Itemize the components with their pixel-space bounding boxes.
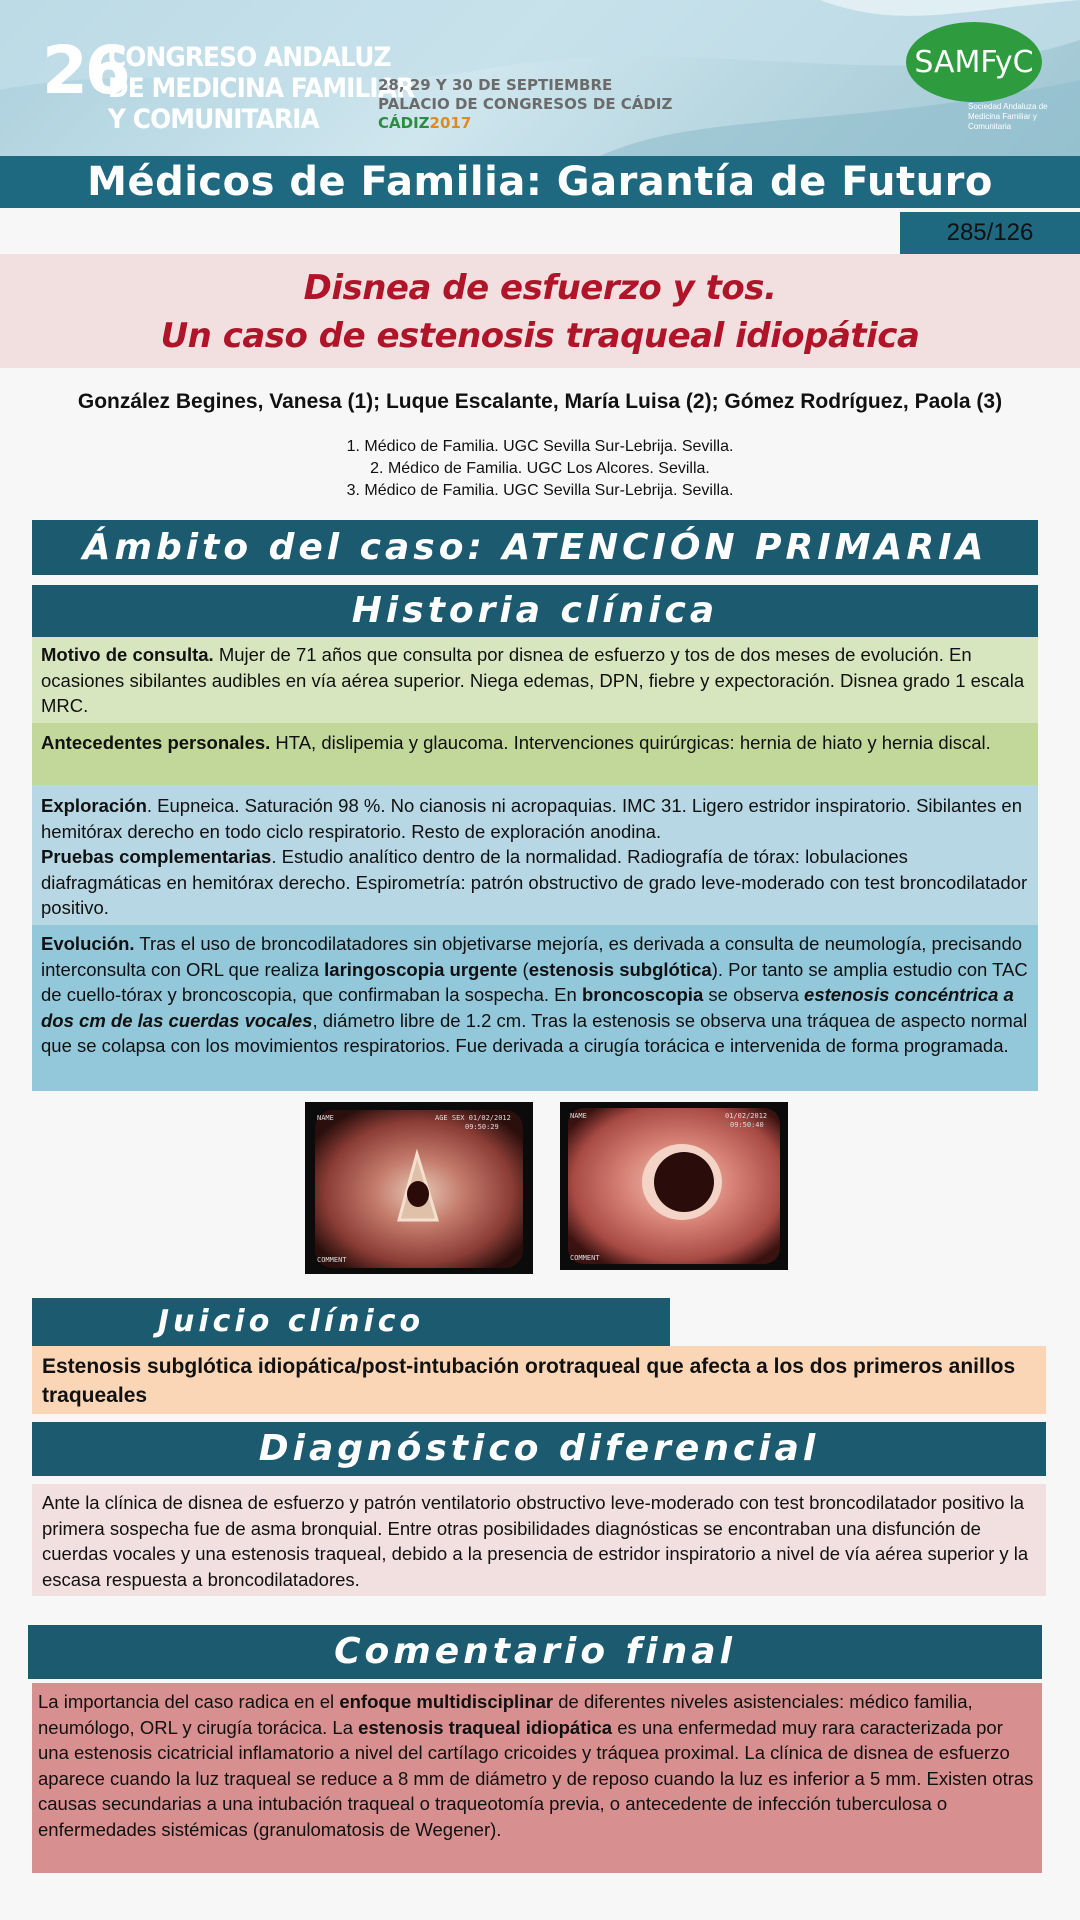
congress-year: 2017 [429, 114, 472, 132]
section-label: Exploración [41, 795, 147, 816]
comment-text: de diferentes niveles asistenciales: médico familia, neumólogo, ORL y cirugía torácica. La [38, 1691, 973, 1738]
affiliation-item: 1. Médico de Familia. UGC Sevilla Sur-Lebrija. Sevilla. [346, 438, 734, 455]
emphasis-text: estenosis concéntrica a dos cm de las cuerdas vocales [41, 984, 1014, 1031]
reason-for-consultation [32, 637, 1038, 723]
poster-code: 285/126 [900, 212, 1080, 254]
congress-name-line: DE MEDICINA FAMILIAR [108, 73, 415, 104]
samfyc-logo [905, 20, 1043, 104]
final-comment-heading: Comentario final [28, 1625, 1042, 1679]
clinical-judgement-heading: Juicio clínico [32, 1298, 670, 1346]
affiliations [0, 436, 1080, 502]
image-name-label: NAME [570, 1112, 587, 1120]
affiliation-item: 2. Médico de Familia. UGC Los Alcores. Sevilla. [370, 460, 710, 477]
section-text: HTA, dislipemia y glaucoma. Intervenciones quirúrgicas: hernia de hiato y hernia discal. [270, 732, 991, 753]
emphasis-text: enfoque multidisciplinar [339, 1691, 554, 1712]
section-label: Evolución. [41, 933, 135, 954]
emphasis-text: laringoscopia urgente [324, 958, 518, 980]
image-time: 09:50:40 [730, 1121, 764, 1129]
section-text: . Eupneica. Saturación 98 %. No cianosis ni acropaquias. IMC 31. Ligero estridor inspiratorio. Sibilantes en hemitórax derecho en todo ciclo respiratorio. Resto de exploración anodina. [41, 795, 1023, 842]
congress-date-range: 28, 29 Y 30 DE SEPTIEMBRE [378, 76, 613, 94]
differential-diagnosis-text: Ante la clínica de disnea de esfuerzo y patrón ventilatorio obstructivo leve-moderado con test broncodilatador positivo la primera sospecha fue de asma bronquial. Entre otras posibilidades diagnósticas se encontraban una disfunción de cuerdas vocales y una estenosis traqueal, debido a la presencia de estridor inspiratorio a nivel de vía aérea superior y la escasa respuesta a broncodilatadores. [32, 1484, 1046, 1596]
section-text: Tras el uso de broncodilatadores sin objetivarse mejoría, es derivada a consulta de neumología, precisando interconsulta con ORL que realiza [41, 933, 1023, 980]
title-line: Un caso de estenosis traqueal idiopática [160, 316, 920, 356]
samfyc-logo-text: SAMFyC [914, 45, 1034, 80]
image-comment-label: COMMENT [570, 1254, 600, 1262]
congress-city: CÁDIZ [378, 114, 430, 132]
authors: González Begines, Vanesa (1); Luque Escalante, María Luisa (2); Gómez Rodríguez, Paola (3) [77, 390, 1003, 413]
section-text: , diámetro libre de 1.2 cm. Tras la estenosis se observa una tráquea de aspecto normal que se colapsa con los movimientos respiratorios. Fue derivada a cirugía torácica e intervenida de forma programada. [41, 1009, 1028, 1056]
image-timestamp: 01/02/2012 [725, 1112, 768, 1120]
section-text: . Estudio analítico dentro de la normalidad. Radiografía de tórax: lobulaciones diafragmáticas en hemitórax derecho. Espirometría: patrón obstructivo de grado leve-moderado con test broncodilatador positivo. [41, 846, 1028, 918]
poster-title [0, 254, 1080, 368]
congress-name-line: Y COMUNITARIA [108, 104, 319, 135]
image-comment-label: COMMENT [317, 1256, 347, 1264]
section-text: Mujer de 71 años que consulta por disnea de esfuerzo y tos de dos meses de evolución. En ocasiones sibilantes audibles en vía aérea superior. Niega edemas, DPN, fiebre y expectoración. Disnea grado 1 escala MRC. [41, 644, 1025, 716]
section-label: Pruebas complementarias [41, 846, 272, 867]
congress-venue: PALACIO DE CONGRESOS DE CÁDIZ [378, 95, 673, 113]
case-scope-heading: Ámbito del caso: ATENCIÓN PRIMARIA [32, 520, 1038, 575]
comment-text: La importancia del caso radica en el [38, 1691, 340, 1712]
laryngoscopy-image [305, 1102, 533, 1274]
congress-city-year [378, 114, 672, 133]
congress-dates [378, 76, 672, 133]
affiliation-item: 3. Médico de Familia. UGC Sevilla Sur-Lebrija. Sevilla. [346, 482, 734, 499]
samfyc-subtitle: Sociedad Andaluza de Medicina Familiar y Comunitaria [968, 102, 1048, 131]
congress-number: 26 [42, 32, 128, 109]
congress-motto: Médicos de Familia: Garantía de Futuro [0, 156, 1080, 208]
differential-diagnosis-heading: Diagnóstico diferencial [32, 1422, 1046, 1476]
title-line: Disnea de esfuerzo y tos. [303, 268, 777, 308]
physical-examination [32, 785, 1038, 925]
emphasis-text: estenosis subglótica [528, 958, 712, 980]
personal-history [32, 723, 1038, 785]
emphasis-text: broncoscopia [581, 984, 704, 1005]
section-text: ). Por tanto se amplia estudio con TAC de cuello-tórax y broncoscopia, que confirmaban la sospecha. En [41, 958, 1028, 1005]
clinical-history-heading: Historia clínica [32, 585, 1038, 637]
section-label: Motivo de consulta. [41, 644, 214, 665]
image-name-label: NAME [317, 1114, 334, 1122]
final-comment-text [32, 1683, 1042, 1873]
congress-name-line: CONGRESO ANDALUZ [108, 42, 391, 73]
emphasis-text: estenosis traqueal idiopática [358, 1716, 613, 1738]
section-text: se observa [703, 984, 805, 1005]
congress-name [108, 42, 414, 135]
image-time: 09:50:29 [465, 1123, 499, 1131]
section-text: ( [517, 958, 529, 980]
section-label: Antecedentes personales. [41, 732, 271, 753]
bronchoscopy-image [560, 1102, 788, 1270]
comment-text: es una enfermedad muy rara caracterizada por una estenosis cicatricial inflamatorio a nivel del cartílago cricoides y tráquea proximal. La clínica de disnea de esfuerzo aparece cuando la luz traqueal se reduce a 8 mm de diámetro y de reposo cuando la luz es inferior a 5 mm. Existen otras causas secundarias a una intubación traqueal o traqueotomía previa, o antecedente de infección tuberculosa o enfermedades sistémicas (granulomatosis de Wegener). [38, 1716, 1034, 1840]
evolution [32, 925, 1038, 1091]
clinical-judgement-text: Estenosis subglótica idiopática/post-intubación orotraqueal que afecta a los dos primeros anillos traqueales [32, 1346, 1046, 1414]
image-timestamp: AGE SEX 01/02/2012 [435, 1114, 511, 1122]
